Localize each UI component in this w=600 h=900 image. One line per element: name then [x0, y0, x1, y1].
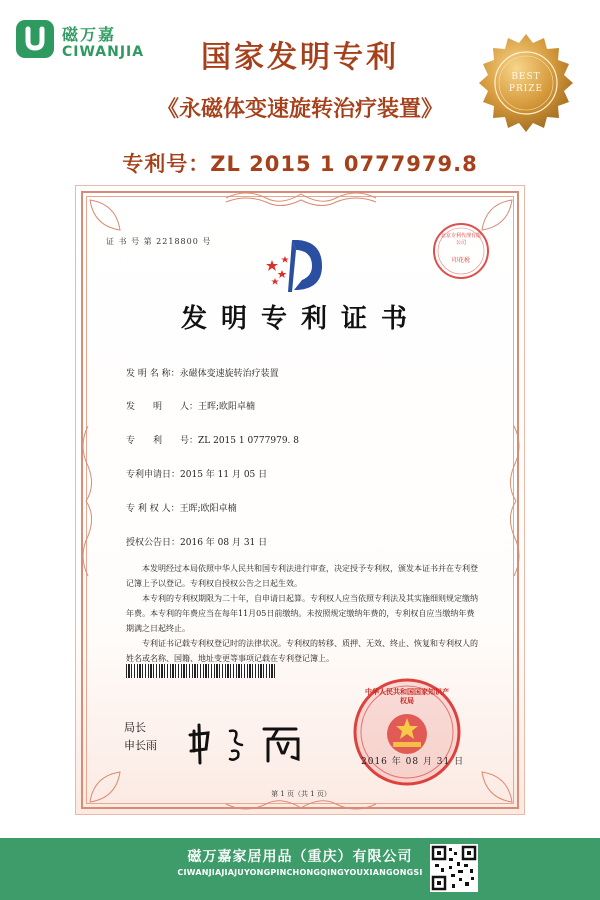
patent-office-logo-icon	[262, 236, 330, 294]
handwritten-signature	[186, 721, 326, 766]
body-paragraph: 本发明经过本局依照中华人民共和国专利法进行审查，决定授予专利权，颁发本证书并在专利登记簿上予以登记。专利权自授权公告之日起生效。	[126, 564, 478, 588]
barcode	[126, 664, 276, 678]
medal-line1: BEST	[511, 72, 541, 82]
signature-title: 局长	[124, 721, 146, 734]
field-value: 2016 年 08 月 31 日	[180, 538, 268, 548]
field-value: 王晖;欧阳卓楠	[179, 504, 237, 514]
footer-company-en: CIWANJIAJIAJUYONGPINCHONGQINGYOUXIANGONGSI	[177, 868, 423, 877]
brand-name-cn: 磁万嘉	[62, 25, 117, 44]
medal-line2: PRIZE	[508, 84, 544, 94]
patent-number-heading: 专利号：ZL 2015 1 0777979.8	[122, 152, 478, 176]
certificate-number: 证 书 号 第 2218800 号	[106, 237, 212, 246]
field-invention-name: 发 明 名 称：永磁体变速旋转治疗装置	[126, 369, 279, 379]
official-seal	[351, 676, 463, 788]
qr-code-icon[interactable]	[430, 844, 478, 892]
patent-name-heading: 《永磁体变速旋转治疗装置》	[156, 97, 443, 122]
certificate-title: 发明专利证书	[180, 304, 421, 334]
field-value: ZL 2015 1 0777979. 8	[198, 436, 299, 446]
field-value: 永磁体变速旋转治疗装置	[179, 369, 279, 379]
body-paragraph: 专利证书记载专利权登记时的法律状况。专利权的转移、质押、无效、终止、恢复和专利权人的姓名或名称、国籍、地址变更等事项记载在专利登记簿上。	[126, 639, 478, 663]
field-grant-date: 授权公告日：2016 年 08 月 31 日	[126, 538, 268, 548]
agency-stamp-text: 北京专利代理有限公司	[440, 233, 481, 246]
field-value: 王晖;欧阳卓楠	[198, 402, 256, 412]
field-patent-number: 专 利 号：ZL 2015 1 0777979. 8	[126, 436, 299, 446]
field-application-date: 专利申请日：2015 年 11 月 05 日	[126, 470, 268, 480]
best-prize-medal-icon	[472, 30, 580, 138]
agency-stamp-center: 印花税	[451, 257, 470, 264]
issue-date: 2016 年 08 月 31 日	[361, 757, 465, 767]
certificate-body	[126, 561, 481, 666]
brand-name-en: CIWANJIA	[62, 44, 145, 60]
field-inventor: 发 明 人：王晖;欧阳卓楠	[126, 402, 256, 412]
patent-certificate	[75, 185, 525, 815]
page-note: 第 1 页（共 1 页）	[271, 790, 331, 798]
field-patentee: 专 利 权 人：王晖;欧阳卓楠	[126, 504, 237, 514]
agency-stamp	[431, 221, 491, 281]
field-value: 2015 年 11 月 05 日	[180, 470, 268, 480]
official-seal-text: 中华人民共和国国家知识产权局	[365, 688, 449, 705]
signature-name: 申长雨	[124, 739, 157, 752]
footer-company-cn: 磁万嘉家居用品（重庆）有限公司	[187, 849, 413, 865]
footer-bar	[0, 838, 600, 900]
page-title: 国家发明专利	[201, 40, 399, 75]
body-paragraph: 本专利的专利权期限为二十年，自申请日起算。专利权人应当依照专利法及其实施细则规定缴纳年费。本专利的年费应当在每年11月05日前缴纳。未按照规定缴纳年费的，专利权自应当缴纳年费期满之日起终止。	[126, 594, 478, 633]
